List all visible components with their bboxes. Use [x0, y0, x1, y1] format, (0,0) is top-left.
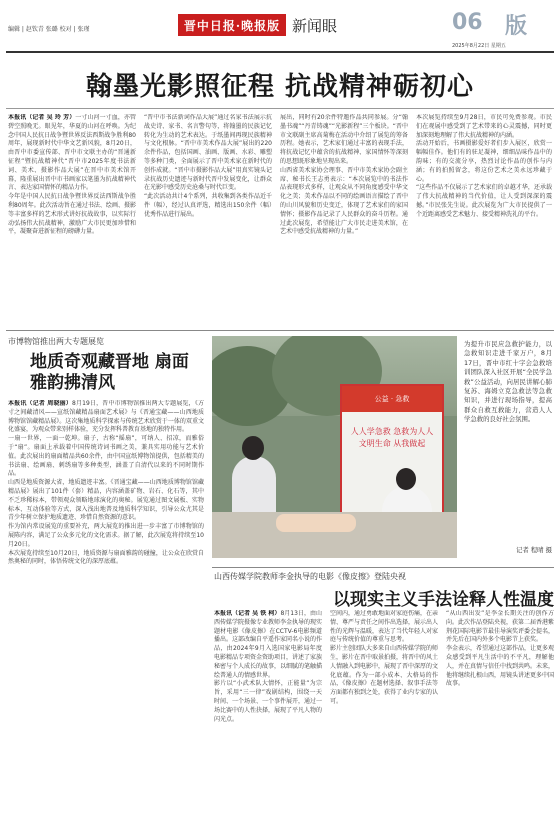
story1-text-1: 一寸山河一寸血，亦管碧空照晚无。眼见年，华夏的山河在呼唤。为纪念中国人民抗日战争暨世界反法西斯战争胜利80周年，展现新时代中华文艺新风貌，8月20日，由晋中市委宣传部、晋中市文联主办的“晋通新征程”暨抗战精神代“晋中市2025年度书法新词、美术、摄影作品大展”在晋中市美术馆开幕，隆重展出晋中市书画家以笔墨为抗战精神代言、表达家国情怀的精品力作。: [8, 114, 136, 192]
story2-text-3: 山西是地质资源大省，地质遗迹丰富。《晋通宝藏——山西地质博物馆馆藏精品展》展出了101件（套）精品，内容涵盖矿物、岩石、化石等，其中不乏珍稀标本，带领观众领略地球演化的奥秘。展览通过图文展板、实物标本、互动体验等方式，深入浅出地普及地质科学知识，引导公众尤其是青少年树立保护地质遗迹、珍惜自然资源的意识。: [8, 479, 204, 522]
story2-headline: 地质奇观藏晋地 扇面雅韵拂清风: [30, 352, 189, 393]
story3-column-3: [446, 610, 554, 810]
news-photo: [212, 336, 457, 558]
story3-text-2b: 影片主创团队大多来自山西传媒学院的师生，影片在晋中取景拍摄，将晋中的风土人情融入到电影中，展现了晋中深厚的文化底蕴。作为一部小成本、大格局的作品，《像皮擦》在题材选择、叙事手法等方面都有独到之处，获得了业内专家的认可。: [330, 645, 438, 705]
story3-text-3: “从山西出发”是李金长期关注的创作方向。此次作品登陆央视，获第二届香港紫荆花国际电影节最佳导演奖评委会提名，并先后在国内外多个电影节上获奖。: [446, 610, 554, 644]
story3-divider: [212, 567, 554, 568]
person-figure: [232, 456, 276, 516]
masthead-divider: [6, 51, 554, 53]
story1-text-2b: “此次活动共计4个系列，共收集到各类作品近千件（幅），经过认真评选，精选出150余件（幅）优秀作品进行展出。: [144, 193, 272, 218]
edition-number: 06: [452, 10, 483, 35]
story2-byline: 本报讯（记者 周晓丽）: [8, 400, 72, 407]
story2-text-4: 作为馆内常设展览的重要补充，两大展览的推出进一步丰富了市博物馆的展陈内容，满足了公众多元化的文化需求。据了解，此次展览将持续至10月20日。: [8, 523, 204, 548]
person-head: [242, 436, 264, 460]
story1-text-1b: 今年是中国人民抗日战争暨世界反法西斯战争胜利80周年。此次活动旨在通过书法、绘画、摄影等丰富多样的艺术形式讲好抗战故事，以实际行动弘扬伟大抗战精神，激励广大市民更加珍惜和平，凝聚奋进新征程的磅礴力量。: [8, 193, 136, 236]
story3-column-2: [330, 610, 438, 810]
story1-text-4: 本次展览持续至9月28日，市民可免费参观。市民们在观展中感受到了艺术带来的心灵震撼，同时更加深刻地理解了伟大抗战精神的内涵。: [416, 114, 552, 139]
edition-label: 版: [505, 14, 528, 39]
story2-body: [8, 400, 204, 808]
story1-text-3b: 山西省美术家协会理事、晋中市美术家协会副主席、秘书长王志勇表示：“本次展览中的书法作品表现形式多样，让观众从不同角度感受中华文化之美；美术作品以不同的绘画语言描绘了晋中的山川风貌和历史变迁，体现了艺术家们的家国情怀；摄影作品记录了人民群众的奋斗历程。通过此次展览，希望能让广大市民走进美术馆，在艺术中感受抗战精神的力量。”: [280, 166, 408, 236]
photo-caption: 为提升市民应急救护能力，以急救知识走进千家万户，8月17日，晋中市红十字会急救培训团队深入社区开展“全民学急救”公益活动，向居民讲解心肺复苏、海姆立克急救法等急救知识，并进行现场指导，提高群众自救互救能力，营造人人学急救的良好社会氛围。: [464, 340, 552, 424]
photo-credit: 记者 程晴 摄: [515, 546, 552, 554]
person-head: [396, 468, 416, 490]
story2-kicker: 市博物馆推出两大专题展览: [8, 337, 104, 346]
headline-divider: [6, 108, 554, 109]
story1-column-2: [144, 114, 272, 326]
story1-text-3: 展出，同时有20余件特邀作品共同参展。分“翰墨书魂”“丹青铸魂”“光影新程”三个板块。“晋中市文联副主席高菊梅在活动中介绍了展览的筹备历程。她表示，艺术家们通过丰富的表现手法，将抗战记忆中蕴含的抗战精神、家国情怀等深刻的思想既形象地呈现出来。: [280, 114, 408, 165]
section-divider: [6, 330, 554, 331]
story1-column-3: [280, 114, 408, 326]
newspaper-logo: 晋中日报·晚报版: [178, 14, 286, 36]
main-headline: 翰墨光影照征程 抗战精神砺初心: [85, 72, 475, 102]
editors-line: 编辑 | 赵钦青 张璐 校对 | 张瑾: [8, 26, 90, 33]
cpr-dummy: [276, 514, 356, 532]
story3-column-1: [214, 610, 322, 810]
story3-byline: 本报讯（记者 吴 铁 柯）: [214, 610, 281, 617]
story3-text-3b: 李金表示，希望通过这部作品，让更多观众感受到平凡生活中的不平凡，理解他人，并在真情与信任中找到共鸣。未来，他将继续扎根山西，用镜头讲述更多中国故事。: [446, 645, 554, 688]
story3-kicker: 山西传媒学院教师李金执导的电影《像皮擦》登陆央视: [214, 572, 406, 581]
section-name: 新闻眼: [292, 17, 338, 35]
story2-text-1: 8月19日，晋中市博物馆推出两大专题展览，《方寸之间藏清风——宣纸馆藏精品扇面艺术展》与《晋通宝藏——山西地质博物馆馆藏精品展》。这次集地质科学探索与传统艺术欣赏于一体的双重文化盛宴，为观众带来别样体验，充分发挥科普教育基地的独特作用。: [8, 400, 204, 434]
story3-text-1b: 影片以“小武术队大情怀，正能量”为宗旨，采用“三一律”戏剧结构，围绕一天时间、一个场景、一个事件展开，通过一场比赛中的人性抉择，展现了平凡人物的闪光点。: [214, 680, 322, 723]
story1-column-1: [8, 114, 136, 326]
story3-headline: 以现实主义手法诠释人性温度: [333, 590, 554, 610]
sign-board-header: 公益 · 急救: [342, 386, 442, 412]
story3-text-1: 8月13日，由山西传媒学院摄像专业教师李金执导的现实题材电影《像皮擦》在CCTV-6电影频道播出。这部改编自平遥作家同名小说的作品，由2024年9月入选国家电影局年度电影精品专项资金资助项目，讲述了家族秘密与个人成长的故事，以细腻的笔触描绘普通人的情感世界。: [214, 610, 322, 679]
story1-text-4c: “这些作品不仅展示了艺术家们的卓越才华，还承载了伟大抗战精神的当代价值，让人受到深深的震撼。”市民张先生说。此次展览为广大市民提供了一个近距离感受艺术魅力、接受精神洗礼的平台。: [416, 184, 552, 218]
sign-board-text: 人人学急救 急救为人人 文明生命 从我做起: [350, 427, 434, 448]
issue-date: 2025年8月22日 星期五: [452, 43, 506, 49]
story1-column-4: [416, 114, 552, 326]
story2-text-2: 一扇一世界，一面一乾坤。扇子，古称“摇扇”，可纳人、招凉，而雅俗于“扇”。扇面上承载着中国传统诗词书画之美，兼具实用功能与艺术价值。此次展出的扇面精品共60余件，由中国宣纸博物馆提供，包括精美的书法扇、绘画扇、刺绣扇等多种类型，涵盖了自清代以来的不同时期作品。: [8, 435, 204, 478]
story2-text-5: 本次展览持续至10月20日，地质资源与扇面雅韵的碰撞，让公众在欣赏自然奥秘的同时，体悟传统文化的深厚底蕴。: [8, 549, 204, 566]
story1-text-2: “晋中市书法新词作品大展”通过名家书法展示抗战史诗、家书、名言警句等，将翰墨的民族记忆转化为生动的艺术表达。于纸墨间再现民族精神与文化根脉。“晋中市美术作品大展”展出的220余件作品，包括国画、油画、版画、水彩、雕塑等多种门类，全面展示了晋中美术家在新时代的创作成就。“晋中市摄影作品大展”用真实镜头记录抗战历史遗迹与新时代晋中发展变化，让群众在光影中感受历史沧桑与时代巨变。: [144, 114, 272, 192]
story3-text-2: 空间内，通过勇敢地面对家庭伤痛，在亲情、尊严与责任之间作出选择，展示出人性的光辉与温暖，表达了当代年轻人对家庭与传统价值的尊重与思考。: [330, 610, 438, 644]
story1-byline: 本报讯（记者 吴 玲 芳）: [8, 114, 76, 121]
story1-text-4b: 活动开始后，书画摄影爱好者们步入展区，欣赏一幅幅佳作。他们有的驻足凝神，细细品味作品中的韵味；有的交流分享，热烈讨论作品的创作与内涵；有的拍照留念，将这份艺术之美永远珍藏于心。: [416, 140, 552, 183]
